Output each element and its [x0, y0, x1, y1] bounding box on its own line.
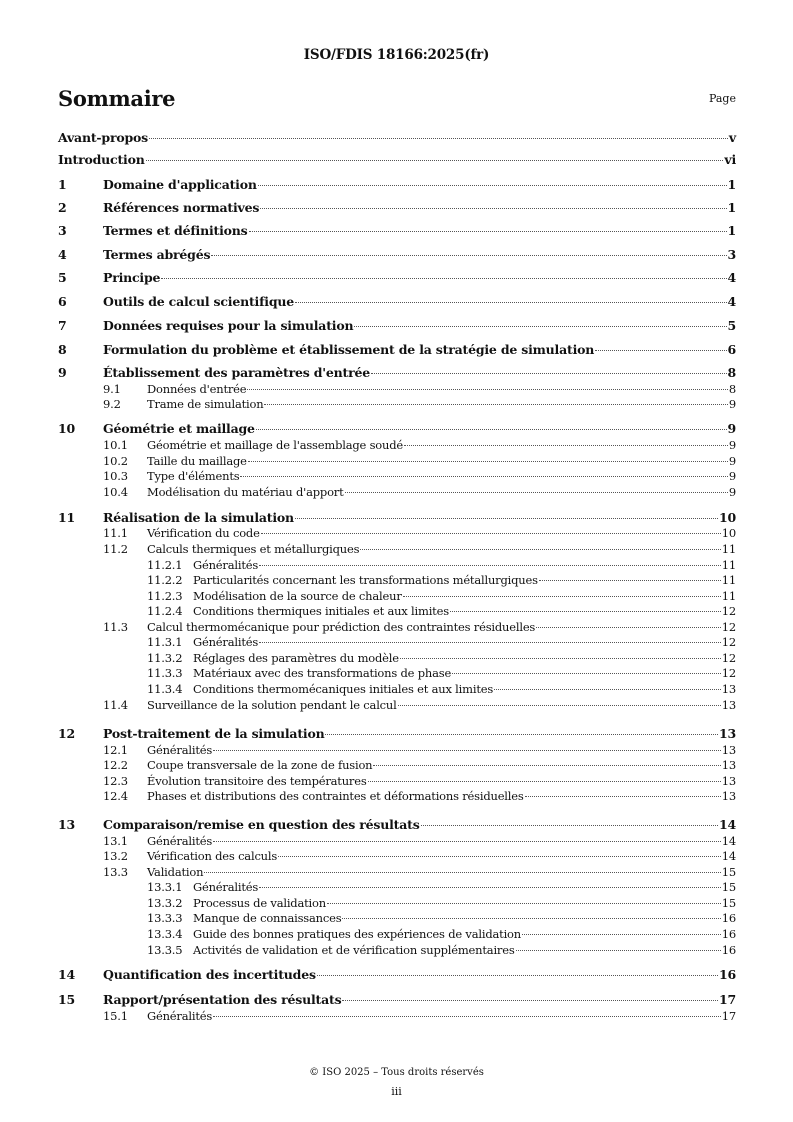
toc-entry[interactable]: [58, 681, 736, 697]
dot-leader: [342, 918, 720, 919]
toc-entry-title[interactable]: Processus de validation: [193, 896, 326, 910]
dot-leader: [213, 841, 721, 842]
dot-leader: [342, 1000, 718, 1001]
toc-entry-page[interactable]: 1: [727, 200, 736, 215]
toc-entry-number: 9.1: [103, 382, 121, 396]
toc-entry-number: 13.3.2: [147, 896, 183, 910]
dot-leader: [213, 750, 721, 751]
toc-entry-page[interactable]: 1: [727, 177, 736, 192]
toc-entry-number: 11.1: [103, 526, 128, 540]
toc-entry-page[interactable]: 13: [721, 774, 736, 788]
toc-entry-page[interactable]: 9: [728, 485, 736, 499]
dot-leader: [161, 278, 726, 279]
document-header: ISO/FDIS 18166:2025(fr): [303, 47, 490, 63]
toc-entry-page[interactable]: 10: [721, 526, 736, 540]
toc-entry[interactable]: [58, 294, 736, 310]
toc-entry-page[interactable]: 5: [727, 318, 736, 333]
dot-leader: [259, 887, 721, 888]
toc-entry[interactable]: [58, 381, 736, 397]
toc-entry-number: 13.1: [103, 834, 128, 848]
toc-entry-page[interactable]: 13: [721, 682, 736, 696]
toc-entry[interactable]: [58, 848, 736, 864]
toc-entry-page[interactable]: 17: [719, 992, 736, 1007]
toc-entry-page[interactable]: 15: [721, 896, 736, 910]
toc-entry[interactable]: [58, 557, 736, 573]
toc-entry[interactable]: [58, 910, 736, 926]
toc-entry[interactable]: [58, 437, 736, 453]
toc-entry-number: 9: [58, 365, 67, 380]
toc-entry-number: 12.3: [103, 774, 128, 788]
toc-entry-page[interactable]: 3: [727, 247, 736, 262]
dot-leader: [264, 404, 727, 405]
toc-entry[interactable]: [58, 757, 736, 773]
toc-entry-page[interactable]: 13: [721, 789, 736, 803]
toc-entry-title[interactable]: Guide des bonnes pratiques des expériences de validation: [193, 927, 521, 941]
toc-entry[interactable]: [58, 942, 736, 958]
toc-entry-number: 13.3.3: [147, 911, 183, 925]
dot-leader: [354, 326, 726, 327]
dot-leader: [146, 160, 724, 161]
toc-entry-title[interactable]: Données d'entrée: [147, 382, 247, 396]
toc-entry[interactable]: [58, 773, 736, 789]
toc-entry-number: 13: [58, 817, 75, 832]
toc-entry-page[interactable]: 9: [728, 469, 736, 483]
toc-entry-title[interactable]: Géométrie et maillage de l'assemblage soudé: [147, 438, 403, 452]
toc-entry-page[interactable]: vi: [724, 152, 736, 167]
toc-entry[interactable]: [58, 895, 736, 911]
toc-entry-page[interactable]: 13: [721, 758, 736, 772]
toc-entry[interactable]: [58, 588, 736, 604]
toc-entry-title[interactable]: Vérification du code: [147, 526, 260, 540]
toc-entry-title[interactable]: Principe: [103, 270, 161, 285]
toc-entry-page[interactable]: 13: [721, 743, 736, 757]
toc-entry-number: 10.1: [103, 438, 128, 452]
toc-entry[interactable]: [58, 1008, 736, 1024]
dot-leader: [204, 872, 720, 873]
toc-entry-title[interactable]: Comparaison/remise en question des résultats: [103, 817, 420, 832]
toc-entry-title[interactable]: Avant-propos: [58, 130, 148, 145]
toc-entry-page[interactable]: 12: [721, 620, 736, 634]
toc-entry[interactable]: [58, 992, 736, 1008]
toc-entry-number: 11.2.2: [147, 573, 183, 587]
dot-leader: [240, 476, 727, 477]
toc-entry[interactable]: [58, 270, 736, 286]
toc-entry[interactable]: [58, 468, 736, 484]
toc-entry-title[interactable]: Termes abrégés: [103, 247, 211, 262]
dot-leader: [278, 856, 721, 857]
toc-entry-page[interactable]: 12: [721, 635, 736, 649]
toc-entry-title[interactable]: Données requises pour la simulation: [103, 318, 354, 333]
toc-entry-page[interactable]: 14: [721, 849, 736, 863]
toc-entry-title[interactable]: Outils de calcul scientifique: [103, 294, 295, 309]
dot-leader: [295, 302, 726, 303]
toc-entry-number: 15: [58, 992, 75, 1007]
toc-entry-title[interactable]: Modélisation de la source de chaleur: [193, 589, 402, 603]
toc-entry-title[interactable]: Quantification des incertitudes: [103, 967, 316, 982]
toc-entry-number: 12: [58, 726, 75, 741]
toc-entry-title[interactable]: Surveillance de la solution pendant le calcul: [147, 698, 397, 712]
toc-entry[interactable]: [58, 926, 736, 942]
dot-leader: [256, 429, 727, 430]
toc-entry-number: 13.3.1: [147, 880, 183, 894]
toc-entry-title[interactable]: Géométrie et maillage: [103, 421, 255, 436]
toc-entry-number: 3: [58, 223, 67, 238]
dot-leader: [247, 389, 727, 390]
toc-entry-page[interactable]: 9: [728, 397, 736, 411]
dot-leader: [539, 580, 721, 581]
toc-entry-number: 4: [58, 247, 67, 262]
page-title: Sommaire: [58, 86, 176, 111]
toc-entry-title[interactable]: Généralités: [193, 558, 259, 572]
dot-leader: [259, 565, 721, 566]
dot-leader: [373, 765, 720, 766]
toc-entry-page[interactable]: 10: [719, 510, 736, 525]
toc-entry-number: 11.3.3: [147, 666, 183, 680]
toc-entry[interactable]: [58, 788, 736, 804]
toc-entry-number: 14: [58, 967, 75, 982]
toc-entry-title[interactable]: Coupe transversale de la zone de fusion: [147, 758, 373, 772]
toc-entry-number: 6: [58, 294, 67, 309]
toc-entry-page[interactable]: 11: [721, 589, 736, 603]
toc-entry-title[interactable]: Réalisation de la simulation: [103, 510, 294, 525]
copyright-footer: © ISO 2025 – Tous droits réservés: [309, 1067, 484, 1078]
dot-leader: [368, 781, 721, 782]
page-number: iii: [391, 1085, 402, 1098]
toc-entry-page[interactable]: 16: [719, 967, 736, 982]
toc-entry-title[interactable]: Établissement des paramètres d'entrée: [103, 365, 371, 380]
dot-leader: [345, 492, 728, 493]
toc-entry-number: 12.4: [103, 789, 128, 803]
toc-entry-title[interactable]: Formulation du problème et établissement de la stratégie de simulation: [103, 342, 595, 357]
toc-entry-page[interactable]: 11: [721, 558, 736, 572]
toc-entry-page[interactable]: 17: [721, 1009, 736, 1023]
toc-entry-number: 11.4: [103, 698, 128, 712]
toc-entry-title[interactable]: Généralités: [147, 743, 213, 757]
toc-entry[interactable]: [58, 833, 736, 849]
toc-entry-page[interactable]: v: [728, 130, 736, 145]
toc-entry[interactable]: [58, 510, 736, 526]
toc-entry-number: 8: [58, 342, 67, 357]
toc-entry-title[interactable]: Trame de simulation: [147, 397, 264, 411]
dot-leader: [295, 518, 718, 519]
dot-leader: [404, 445, 728, 446]
toc-entry[interactable]: [58, 318, 736, 334]
toc-entry[interactable]: [58, 541, 736, 557]
toc-entry-title[interactable]: Taille du maillage: [147, 454, 247, 468]
toc-entry[interactable]: [58, 223, 736, 239]
toc-entry-number: 7: [58, 318, 67, 333]
toc-entry-page[interactable]: 4: [727, 270, 736, 285]
toc-entry-number: 13.3.5: [147, 943, 183, 957]
toc-entry[interactable]: [58, 342, 736, 358]
dot-leader: [248, 461, 728, 462]
toc-entry[interactable]: [58, 453, 736, 469]
dot-leader: [536, 627, 721, 628]
toc-entry-title[interactable]: Particularités concernant les transformations métallurgiques: [193, 573, 538, 587]
dot-leader: [421, 825, 718, 826]
toc-entry-page[interactable]: 6: [727, 342, 736, 357]
toc-entry-number: 11.2.4: [147, 604, 183, 618]
dot-leader: [327, 903, 721, 904]
dot-leader: [516, 950, 721, 951]
toc-entry-number: 10.4: [103, 485, 128, 499]
toc-entry-title[interactable]: Post-traitement de la simulation: [103, 726, 325, 741]
toc-entry[interactable]: [58, 864, 736, 880]
toc-entry-number: 11.3.1: [147, 635, 183, 649]
toc-entry-page[interactable]: 16: [721, 943, 736, 957]
toc-entry-number: 13.3: [103, 865, 128, 879]
toc-entry[interactable]: [58, 421, 736, 437]
toc-entry-number: 13.3.4: [147, 927, 183, 941]
toc-entry-title[interactable]: Vérification des calculs: [147, 849, 278, 863]
toc-entry[interactable]: [58, 177, 736, 193]
dot-leader: [261, 533, 721, 534]
toc-entry-title[interactable]: Matériaux avec des transformations de phase: [193, 666, 452, 680]
toc-entry-page[interactable]: 9: [728, 454, 736, 468]
toc-entry[interactable]: [58, 665, 736, 681]
toc-entry-title[interactable]: Conditions thermomécaniques initiales et aux limites: [193, 682, 494, 696]
toc-entry-page[interactable]: 8: [727, 365, 736, 380]
dot-leader: [371, 373, 726, 374]
toc-entry-number: 11.3.4: [147, 682, 183, 696]
dot-leader: [398, 705, 721, 706]
toc-entry-page[interactable]: 8: [728, 382, 736, 396]
dot-leader: [525, 796, 721, 797]
toc-entry-number: 12.2: [103, 758, 128, 772]
toc-entry-number: 5: [58, 270, 67, 285]
toc-entry-page[interactable]: 1: [727, 223, 736, 238]
toc-entry-number: 1: [58, 177, 67, 192]
page-column-label: Page: [708, 92, 736, 105]
toc-entry-number: 10: [58, 421, 75, 436]
dot-leader: [149, 138, 728, 139]
toc-entry[interactable]: [58, 130, 736, 146]
toc-entry[interactable]: [58, 152, 736, 168]
toc-entry-title[interactable]: Termes et définitions: [103, 223, 248, 238]
toc-entry-page[interactable]: 9: [728, 438, 736, 452]
toc-entry-number: 15.1: [103, 1009, 128, 1023]
toc-entry-title[interactable]: Réglages des paramètres du modèle: [193, 651, 399, 665]
toc-entry[interactable]: [58, 650, 736, 666]
toc-entry-page[interactable]: 12: [721, 666, 736, 680]
toc-entry-number: 10.2: [103, 454, 128, 468]
dot-leader: [522, 934, 721, 935]
toc-entry-page[interactable]: 12: [721, 604, 736, 618]
dot-leader: [317, 975, 718, 976]
dot-leader: [211, 255, 726, 256]
dot-leader: [595, 350, 726, 351]
toc-entry-title[interactable]: Calcul thermomécanique pour prédiction des contraintes résiduelles: [147, 620, 536, 634]
toc-entry-number: 11.2.1: [147, 558, 183, 572]
toc-entry-page[interactable]: 12: [721, 651, 736, 665]
toc-entry[interactable]: [58, 484, 736, 500]
toc-entry-page[interactable]: 14: [719, 817, 736, 832]
toc-entry-page[interactable]: 15: [721, 880, 736, 894]
dot-leader: [260, 208, 726, 209]
toc-entry-page[interactable]: 11: [721, 542, 736, 556]
toc-entry[interactable]: [58, 879, 736, 895]
toc-entry-number: 9.2: [103, 397, 121, 411]
toc-entry[interactable]: [58, 525, 736, 541]
toc-entry-page[interactable]: 4: [727, 294, 736, 309]
toc-entry[interactable]: [58, 247, 736, 263]
toc-entry[interactable]: [58, 967, 736, 983]
toc-entry-title[interactable]: Calculs thermiques et métallurgiques: [147, 542, 360, 556]
toc-entry-title[interactable]: Généralités: [147, 834, 213, 848]
dot-leader: [400, 658, 721, 659]
toc-entry[interactable]: [58, 619, 736, 635]
toc-entry-number: 10.3: [103, 469, 128, 483]
dot-leader: [403, 596, 721, 597]
toc-entry[interactable]: [58, 200, 736, 216]
toc-entry-number: 11.3.2: [147, 651, 183, 665]
toc-entry-number: 2: [58, 200, 67, 215]
dot-leader: [258, 185, 727, 186]
dot-leader: [213, 1016, 721, 1017]
toc-entry-page[interactable]: 16: [721, 911, 736, 925]
dot-leader: [494, 689, 721, 690]
toc-entry-number: 12.1: [103, 743, 128, 757]
toc-entry-number: 13.2: [103, 849, 128, 863]
dot-leader: [259, 642, 721, 643]
toc-entry[interactable]: [58, 742, 736, 758]
toc-entry[interactable]: [58, 726, 736, 742]
toc-entry-page[interactable]: 15: [721, 865, 736, 879]
toc-entry[interactable]: [58, 572, 736, 588]
toc-entry-number: 11.2.3: [147, 589, 183, 603]
toc-entry[interactable]: [58, 697, 736, 713]
dot-leader: [325, 734, 718, 735]
toc-entry-page[interactable]: 13: [719, 726, 736, 741]
toc-entry-title[interactable]: Type d'éléments: [147, 469, 240, 483]
dot-leader: [249, 231, 727, 232]
toc-entry-number: 11.3: [103, 620, 128, 634]
toc-entry-title[interactable]: Conditions thermiques initiales et aux limites: [193, 604, 449, 618]
toc-entry-number: 11.2: [103, 542, 128, 556]
toc-entry-title[interactable]: Modélisation du matériau d'apport: [147, 485, 344, 499]
toc-entry[interactable]: [58, 817, 736, 833]
toc-entry-page[interactable]: 14: [721, 834, 736, 848]
toc-entry-title[interactable]: Domaine d'application: [103, 177, 257, 192]
toc-entry-title[interactable]: Généralités: [147, 1009, 213, 1023]
toc-entry-title[interactable]: Rapport/présentation des résultats: [103, 992, 342, 1007]
toc-entry-page[interactable]: 16: [721, 927, 736, 941]
toc-entry-page[interactable]: 11: [721, 573, 736, 587]
dot-leader: [452, 673, 721, 674]
toc-entry-title[interactable]: Références normatives: [103, 200, 260, 215]
toc-entry-title[interactable]: Activités de validation et de vérification supplémentaires: [193, 943, 515, 957]
toc-entry-title[interactable]: Manque de connaissances: [193, 911, 342, 925]
dot-leader: [360, 549, 720, 550]
toc-entry-title[interactable]: Généralités: [193, 880, 259, 894]
toc-entry-page[interactable]: 13: [721, 698, 736, 712]
toc-entry-title[interactable]: Introduction: [58, 152, 145, 167]
toc-entry[interactable]: [58, 634, 736, 650]
toc-entry[interactable]: [58, 603, 736, 619]
toc-entry[interactable]: [58, 365, 736, 381]
toc-entry-title[interactable]: Phases et distributions des contraintes et déformations résiduelles: [147, 789, 524, 803]
toc-entry[interactable]: [58, 396, 736, 412]
dot-leader: [450, 611, 721, 612]
toc-entry-title[interactable]: Validation: [147, 865, 204, 879]
toc-entry-page[interactable]: 9: [727, 421, 736, 436]
toc-entry-title[interactable]: Évolution transitoire des températures: [147, 774, 367, 788]
toc-entry-number: 11: [58, 510, 75, 525]
toc-entry-title[interactable]: Généralités: [193, 635, 259, 649]
